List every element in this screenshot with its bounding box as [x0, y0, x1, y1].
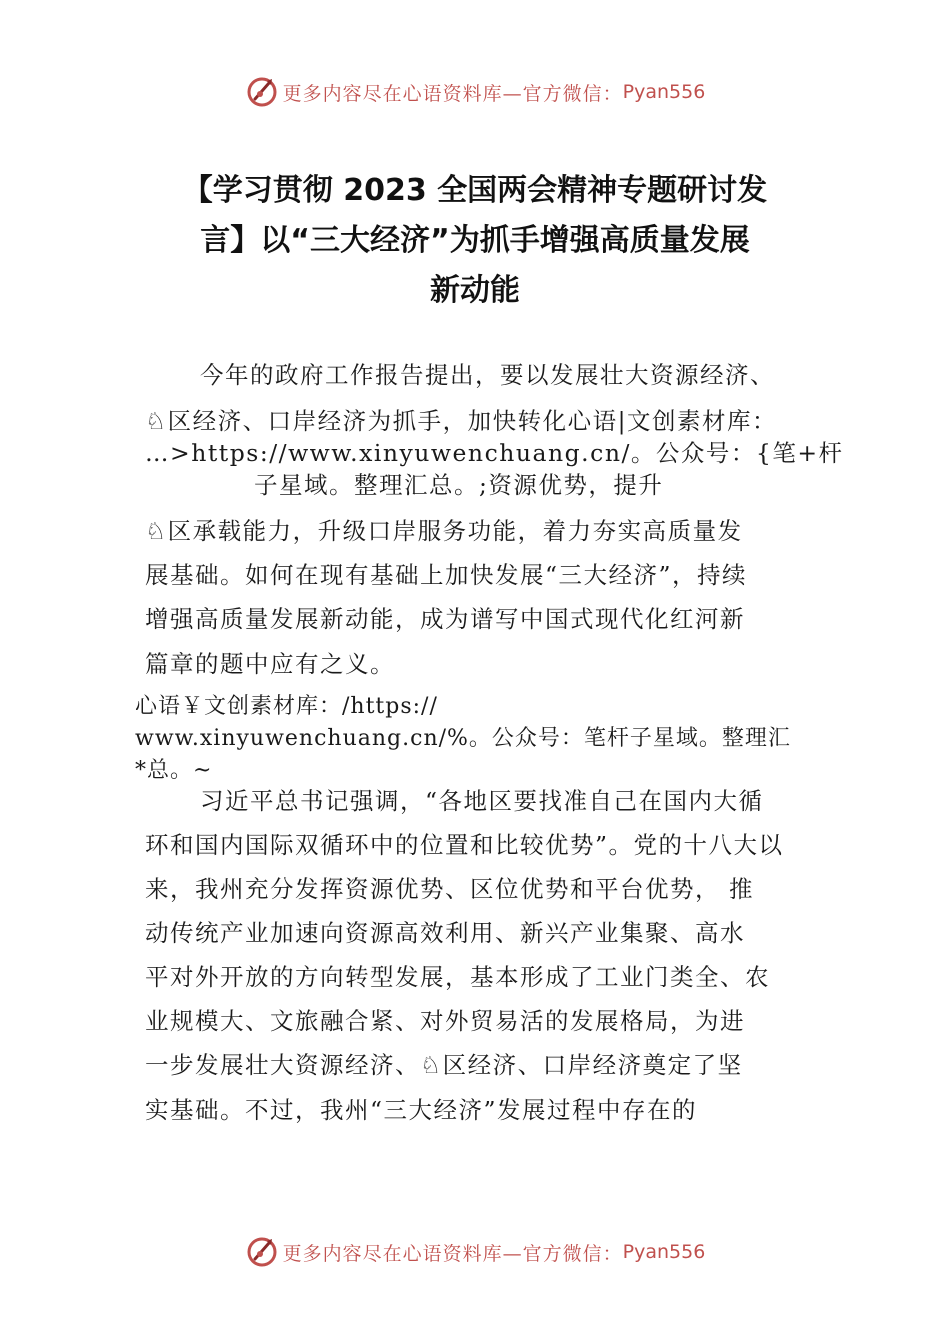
body-line: 增强高质量发展新动能，成为谱写中国式现代化红河新 — [145, 605, 745, 633]
library-logo-icon — [245, 75, 279, 109]
body-line: 实基础。不过，我州“三大经济”发展过程中存在的 — [145, 1096, 698, 1124]
body-line: 一步发展壮大资源经济、♘区经济、口岸经济奠定了坚 — [145, 1051, 743, 1079]
body-line: 习近平总书记强调，“各地区要找准自己在国内大循 — [200, 787, 764, 815]
body-line: www.xinyuwenchuang.cn/%。公众号：笔杆子星域。整理汇 — [135, 726, 791, 751]
body-line: 今年的政府工作报告提出，要以发展壮大资源经济、 — [200, 361, 775, 389]
footer-banner — [0, 1232, 950, 1272]
title-line-3: 新动能 — [430, 273, 520, 308]
body-line: 业规模大、文旅融合紧、对外贸易活的发展格局，为进 — [145, 1007, 745, 1035]
banner-text: 更多内容尽在心语资料库—官方微信： — [282, 1242, 623, 1265]
banner-handle: Pyan556 — [622, 81, 706, 103]
body-line: 篇章的题中应有之义。 — [145, 650, 395, 678]
header-banner — [0, 72, 950, 112]
body-line: 平对外开放的方向转型发展，基本形成了工业门类全、农 — [145, 963, 770, 991]
body-line: 展基础。如何在现有基础上加快发展“三大经济”，持续 — [145, 561, 748, 589]
body-line: ♘区承载能力，升级口岸服务功能，着力夯实高质量发 — [145, 517, 743, 545]
banner-handle: Pyan556 — [622, 1241, 706, 1263]
title-line-2: 言】以“三大经济”为抓手增强高质量发展 — [200, 223, 750, 258]
body-line: ♘区经济、口岸经济为抓手，加快转化心语|文创素材库： — [145, 407, 777, 435]
body-line: …>https://www.xinyuwenchuang.cn/。公众号：{笔+杆 — [145, 439, 844, 467]
body-line: 动传统产业加速向资源高效利用、新兴产业集聚、高水 — [145, 919, 745, 947]
document-title — [130, 166, 820, 316]
body-line: 环和国内国际双循环中的位置和比较优势”。党的十八大以 — [145, 831, 784, 859]
banner-text: 更多内容尽在心语资料库—官方微信： — [282, 82, 623, 105]
body-line: 来，我州充分发挥资源优势、区位优势和平台优势， 推 — [145, 875, 754, 903]
body-line: 子星域。整理汇总。;资源优势，提升 — [254, 471, 664, 499]
library-logo-icon — [245, 1235, 279, 1269]
body-line: 心语￥文创素材库：/https:// — [135, 694, 438, 719]
title-line-1: 【学习贯彻 2023 全国两会精神专题研讨发 — [182, 173, 768, 208]
body-line: *总。~ — [135, 758, 213, 783]
